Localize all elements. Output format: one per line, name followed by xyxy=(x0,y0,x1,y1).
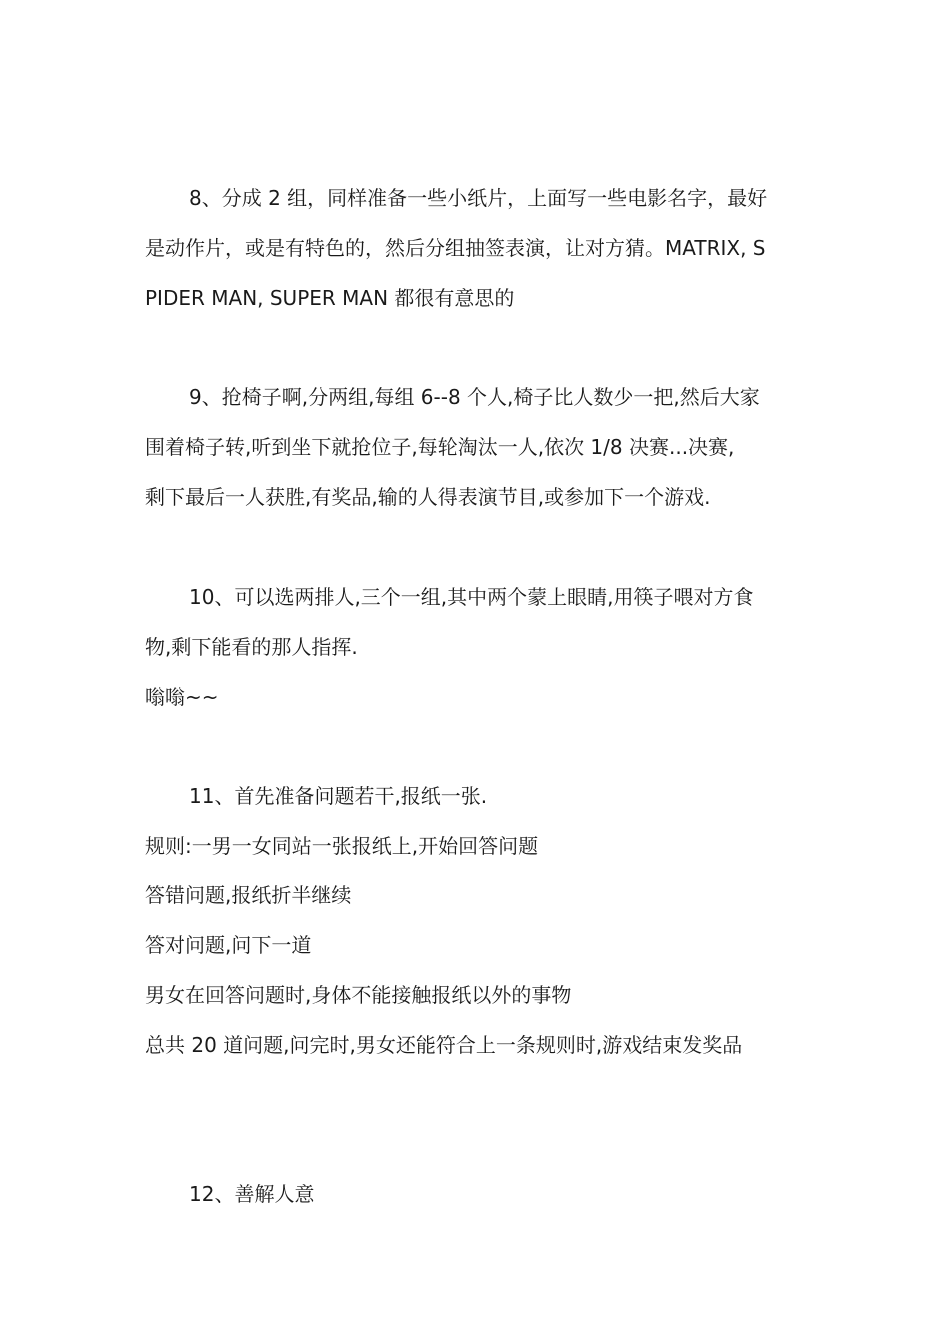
item-9-line-3: 剩下最后一人获胜,有奖品,输的人得表演节目,或参加下一个游戏. xyxy=(145,485,711,509)
item-11-line-3: 答错问题,报纸折半继续 xyxy=(145,883,352,907)
item-11-line-5: 男女在回答问题时,身体不能接触报纸以外的事物 xyxy=(145,983,572,1007)
item-11-line-4: 答对问题,问下一道 xyxy=(145,933,312,957)
item-11-line-2: 规则:一男一女同站一张报纸上,开始回答问题 xyxy=(145,834,539,858)
item-8-line-3: PIDER MAN, SUPER MAN 都很有意思的 xyxy=(145,286,515,310)
item-9-line-2: 围着椅子转,听到坐下就抢位子,每轮淘汰一人,依次 1/8 决赛...决赛, xyxy=(145,435,735,459)
item-10-line-2: 物,剩下能看的那人指挥. xyxy=(145,635,358,659)
item-8-line-2: 是动作片，或是有特色的，然后分组抽签表演，让对方猜。MATRIX, S xyxy=(145,236,766,260)
item-11-line-6: 总共 20 道问题,问完时,男女还能符合上一条规则时,游戏结束发奖品 xyxy=(145,1033,743,1057)
item-11-line-1: 11、首先准备问题若干,报纸一张. xyxy=(189,784,488,808)
item-10-line-1: 10、可以选两排人,三个一组,其中两个蒙上眼睛,用筷子喂对方食 xyxy=(189,585,754,609)
item-10-line-3: 嗡嗡~~ xyxy=(145,685,219,709)
item-12-line-1: 12、善解人意 xyxy=(189,1182,315,1206)
item-8-line-1: 8、分成 2 组，同样准备一些小纸片，上面写一些电影名字，最好 xyxy=(189,186,768,210)
item-9-line-1: 9、抢椅子啊,分两组,每组 6--8 个人,椅子比人数少一把,然后大家 xyxy=(189,385,760,409)
